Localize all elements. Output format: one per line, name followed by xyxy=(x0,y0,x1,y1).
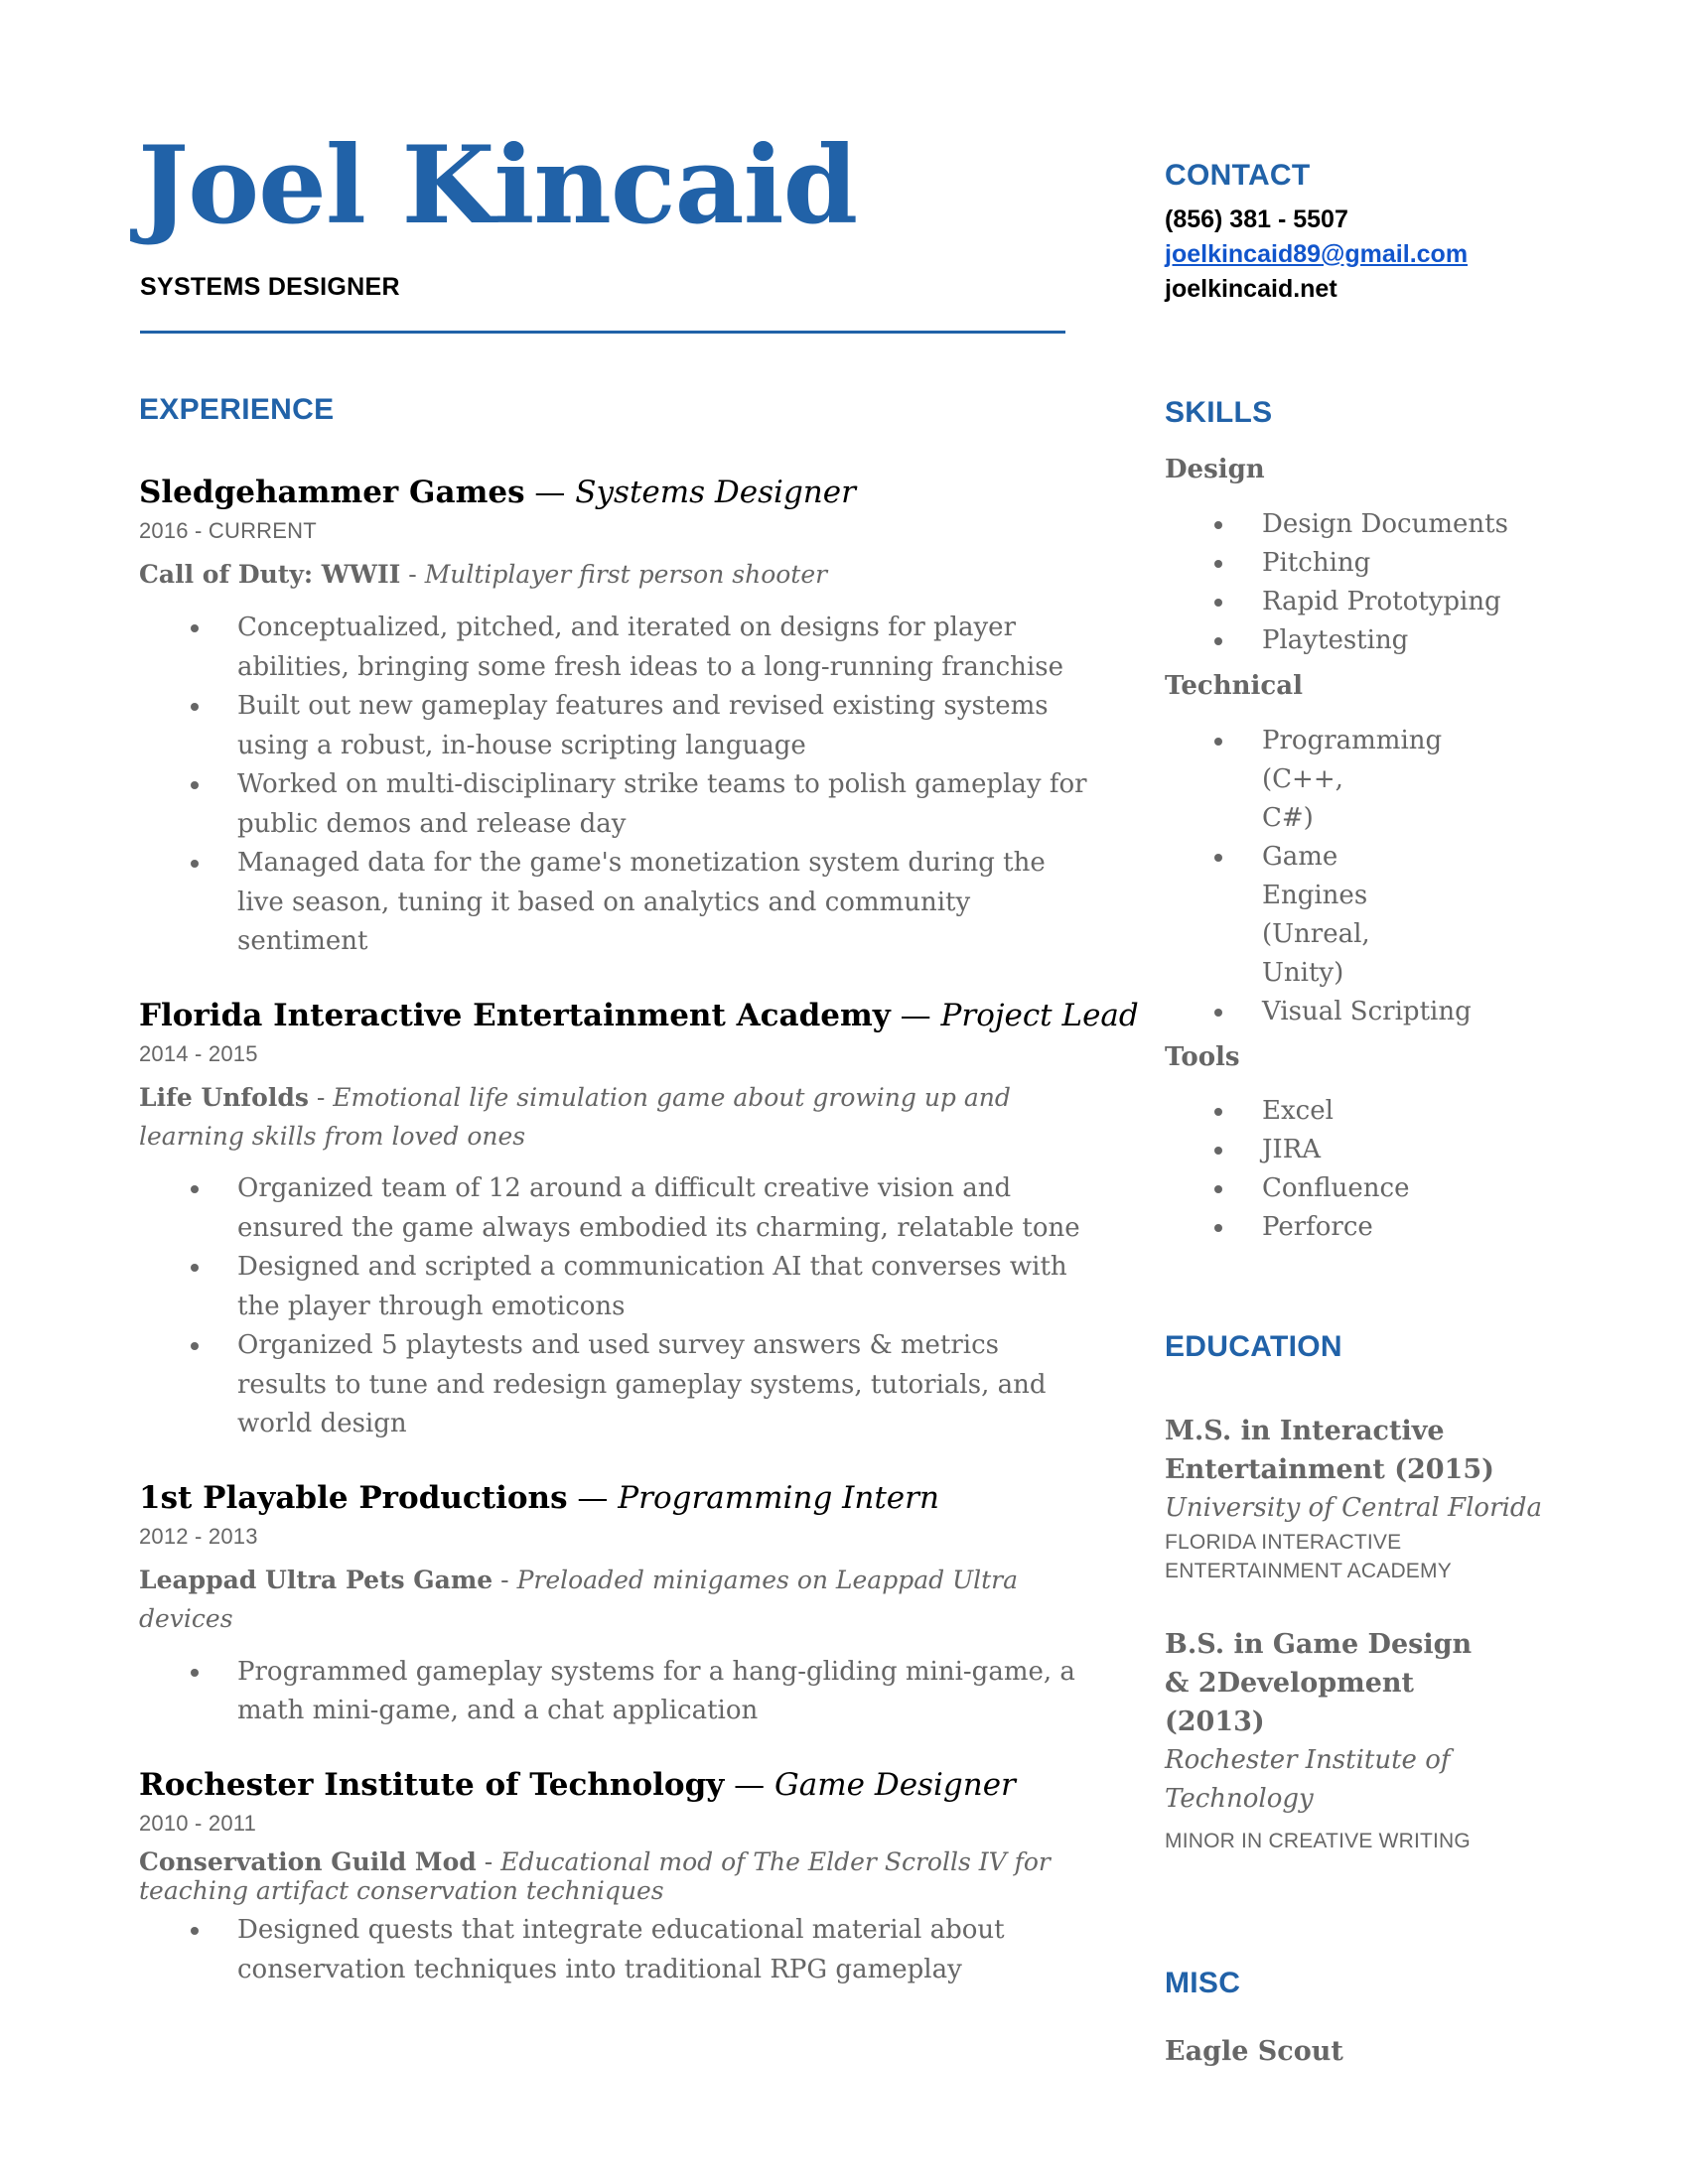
bullet-item: Worked on multi-disciplinary strike teams to polish gameplay for public demos and release day xyxy=(139,765,1087,844)
skill-item: JIRA xyxy=(1165,1131,1602,1169)
bullet-item: Programmed gameplay systems for a hang-gliding mini-game, a math mini-game, and a chat application xyxy=(139,1653,1087,1731)
project-description: Multiplayer first person shooter xyxy=(424,560,828,590)
skill-category-design: Design xyxy=(1165,455,1265,484)
bullet-item: Built out new gameplay features and revised existing systems using a robust, in-house scripting language xyxy=(139,687,1087,765)
project-name: Call of Duty: WWII xyxy=(139,560,401,590)
job-dates: 2014 - 2015 xyxy=(139,1040,258,1066)
candidate-title: SYSTEMS DESIGNER xyxy=(140,273,400,301)
contact-phone: (856) 381 - 5507 xyxy=(1165,205,1348,233)
misc-heading: MISC xyxy=(1165,1967,1241,2000)
contact-website: joelkincaid.net xyxy=(1165,275,1337,303)
education-entry xyxy=(1165,1412,1602,1585)
experience-heading: EXPERIENCE xyxy=(139,393,335,426)
education-heading: EDUCATION xyxy=(1165,1330,1342,1364)
education-school: Rochester Institute of Technology xyxy=(1165,1745,1451,1815)
education-entry xyxy=(1165,1625,1602,1855)
bullet-item: Organized team of 12 around a difficult creative vision and ensured the game always embodied its charming, relatable tone xyxy=(139,1169,1087,1248)
misc-item: Eagle Scout xyxy=(1165,2036,1343,2068)
project-separator: - xyxy=(400,560,425,590)
skill-item: Game Engines (Unreal, Unity) xyxy=(1165,838,1451,993)
education-school: University of Central Florida xyxy=(1165,1493,1542,1524)
contact-block xyxy=(1165,203,1602,307)
project-separator: - xyxy=(308,1082,334,1112)
skill-item: Confluence xyxy=(1165,1169,1602,1208)
skill-item: Excel xyxy=(1165,1092,1602,1131)
skill-item: Pitching xyxy=(1165,544,1602,583)
skill-item: Visual Scripting xyxy=(1165,993,1602,1031)
bullet-item: Organized 5 playtests and used survey answers & metrics results to tune and redesign gameplay systems, tutorials, and world design xyxy=(139,1326,1087,1444)
education-note: FLORIDA INTERACTIVE ENTERTAINMENT ACADEMY xyxy=(1165,1531,1452,1583)
job-dates: 2016 - CURRENT xyxy=(139,518,317,544)
job-role: Programming Intern xyxy=(618,1479,939,1516)
job-bullets xyxy=(139,1653,1087,1731)
job-project xyxy=(139,1562,1087,1639)
job-role: Project Lead xyxy=(940,997,1139,1033)
job-entry xyxy=(139,1478,1087,1731)
job-company: Florida Interactive Entertainment Academy xyxy=(139,997,891,1033)
job-project xyxy=(139,556,1087,595)
job-entry xyxy=(139,473,1087,962)
skill-list xyxy=(1165,722,1602,1031)
job-header xyxy=(139,473,1087,512)
project-description: Educational mod of The Elder Scrolls IV for teaching artifact conservation techniques xyxy=(139,1846,1051,1905)
job-separator: — xyxy=(724,1766,775,1803)
education-degree: B.S. in Game Design & 2Development (2013) xyxy=(1165,1629,1473,1738)
candidate-name: Joel Kincaid xyxy=(138,123,858,248)
job-role: Game Designer xyxy=(774,1766,1016,1803)
project-description: Preloaded minigames on Leappad Ultra devices xyxy=(139,1566,1019,1633)
project-separator: - xyxy=(476,1846,501,1876)
bullet-item: Managed data for the game's monetization system during the live season, tuning it based on analytics and community sentiment xyxy=(139,844,1087,962)
job-project xyxy=(139,1848,1087,1906)
job-header xyxy=(139,996,1139,1035)
skill-item: Perforce xyxy=(1165,1208,1602,1247)
job-company: Rochester Institute of Technology xyxy=(139,1766,725,1803)
bullet-item: Conceptualized, pitched, and iterated on designs for player abilities, bringing some fresh ideas to a long-running franchise xyxy=(139,609,1087,687)
skill-category-tools: Tools xyxy=(1165,1041,1240,1072)
skill-list xyxy=(1165,1092,1602,1247)
skill-list xyxy=(1165,505,1602,660)
education-degree: M.S. in Interactive Entertainment (2015) xyxy=(1165,1416,1494,1486)
project-description: Emotional life simulation game about growing up and learning skills from loved ones xyxy=(139,1082,1011,1151)
job-role: Systems Designer xyxy=(575,475,856,510)
left-column xyxy=(139,393,1139,1989)
project-name: Conservation Guild Mod xyxy=(139,1846,477,1876)
skills-block xyxy=(1165,454,1602,1247)
project-name: Leappad Ultra Pets Game xyxy=(139,1566,493,1595)
header-divider xyxy=(140,331,1065,334)
job-header xyxy=(139,1765,1087,1805)
job-bullets xyxy=(139,609,1087,962)
skill-item: Rapid Prototyping xyxy=(1165,583,1602,621)
skill-item: Playtesting xyxy=(1165,621,1602,660)
project-separator: - xyxy=(492,1566,517,1595)
skills-heading: SKILLS xyxy=(1165,396,1273,429)
job-dates: 2012 - 2013 xyxy=(139,1524,258,1550)
job-separator: — xyxy=(567,1479,619,1516)
job-bullets xyxy=(139,1169,1087,1444)
bullet-item: Designed and scripted a communication AI that converses with the player through emoticons xyxy=(139,1248,1087,1326)
job-dates: 2010 - 2011 xyxy=(139,1810,257,1836)
skill-category-technical: Technical xyxy=(1165,670,1303,701)
skill-item: Programming (C++, C#) xyxy=(1165,722,1381,838)
skill-item: Design Documents xyxy=(1165,505,1602,544)
job-entry xyxy=(139,996,1139,1444)
education-note: MINOR IN CREATIVE WRITING xyxy=(1165,1830,1471,1853)
job-bullets xyxy=(139,1911,1087,1989)
job-entry xyxy=(139,1765,1087,1990)
job-separator: — xyxy=(524,475,576,510)
job-separator: — xyxy=(890,997,941,1033)
job-header xyxy=(139,1478,1087,1518)
job-project xyxy=(139,1079,1087,1157)
contact-email-link[interactable]: joelkincaid89@gmail.com xyxy=(1165,240,1469,268)
contact-heading: CONTACT xyxy=(1165,159,1311,192)
job-company: Sledgehammer Games xyxy=(139,475,525,510)
right-column xyxy=(1165,159,1602,2067)
project-name: Life Unfolds xyxy=(139,1082,309,1112)
bullet-item: Designed quests that integrate educational material about conservation techniques into traditional RPG gameplay xyxy=(139,1911,1087,1989)
job-company: 1st Playable Productions xyxy=(139,1479,568,1516)
